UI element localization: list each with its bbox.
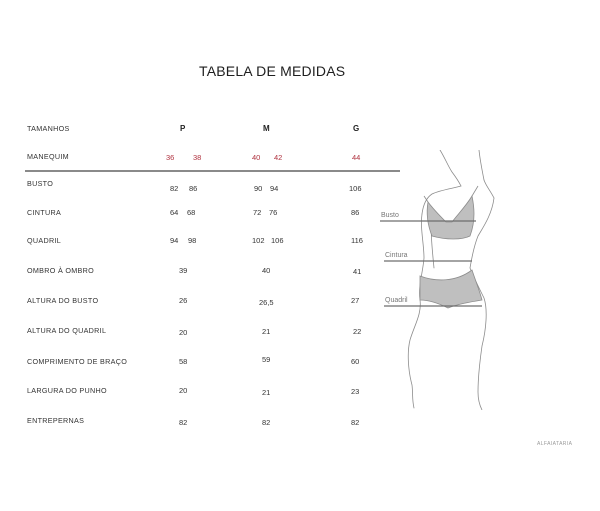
- cell-p1: 82: [170, 184, 179, 193]
- cell-g: 86: [351, 208, 360, 217]
- row-label: ALTURA DO QUADRIL: [27, 326, 107, 335]
- cell-m2: 106: [271, 236, 284, 245]
- row-label: CINTURA: [27, 208, 62, 217]
- cell-g: 60: [351, 357, 360, 366]
- row-label: QUADRIL: [27, 236, 62, 245]
- cell-m: 21: [262, 388, 271, 397]
- cell-p2: 86: [189, 184, 198, 193]
- busto-figure-label: Busto: [381, 212, 399, 219]
- cell-m: 40: [262, 266, 271, 275]
- cell-p2: 68: [187, 208, 196, 217]
- cell-m1: 102: [252, 236, 265, 245]
- manequim-label: MANEQUIM: [27, 152, 69, 161]
- cell-p2: 98: [188, 236, 197, 245]
- cell-m1: 72: [253, 208, 262, 217]
- row-label: ENTREPERNAS: [27, 416, 85, 425]
- cell-g: 41: [353, 267, 362, 276]
- cell-p: 39: [179, 266, 188, 275]
- cell-m: 21: [262, 327, 271, 336]
- row-label: OMBRO À OMBRO: [27, 266, 94, 275]
- brand-text: ALFAIATARIA: [537, 441, 573, 447]
- row-label: ALTURA DO BUSTO: [27, 296, 99, 305]
- cell-p: 20: [179, 386, 188, 395]
- manequim-p1: 36: [166, 153, 175, 162]
- row-label: BUSTO: [27, 179, 54, 188]
- cell-p: 20: [179, 328, 188, 337]
- sizes-label: TAMANHOS: [27, 124, 70, 133]
- cell-m2: 76: [269, 208, 278, 217]
- cell-p1: 94: [170, 236, 179, 245]
- cell-g: 116: [351, 236, 363, 245]
- cell-m1: 90: [254, 184, 263, 193]
- cell-m: 59: [262, 355, 271, 364]
- cell-g: 22: [353, 327, 362, 336]
- cintura-figure-label: Cintura: [385, 252, 408, 259]
- size-m-header: M: [263, 124, 270, 133]
- manequim-m1: 40: [252, 153, 261, 162]
- table-divider: [25, 170, 400, 172]
- row-label: COMPRIMENTO DE BRAÇO: [27, 357, 128, 366]
- quadril-figure-label: Quadril: [385, 297, 408, 304]
- cell-m: 26,5: [259, 298, 274, 307]
- cell-p: 26: [179, 296, 188, 305]
- manequim-g: 44: [352, 153, 361, 162]
- cell-m: 82: [262, 418, 271, 427]
- row-label: LARGURA DO PUNHO: [27, 386, 107, 395]
- cell-g: 106: [349, 184, 362, 193]
- size-g-header: G: [353, 124, 360, 133]
- cell-g: 23: [351, 387, 360, 396]
- size-p-header: P: [180, 124, 186, 133]
- cell-p: 82: [179, 418, 188, 427]
- manequim-p2: 38: [193, 153, 202, 162]
- cell-p: 58: [179, 357, 188, 366]
- manequim-m2: 42: [274, 153, 283, 162]
- page-title: TABELA DE MEDIDAS: [199, 63, 346, 79]
- cell-g: 27: [351, 296, 360, 305]
- body-figure-illustration: [378, 150, 518, 410]
- cell-m2: 94: [270, 184, 279, 193]
- cell-p1: 64: [170, 208, 179, 217]
- cell-g: 82: [351, 418, 360, 427]
